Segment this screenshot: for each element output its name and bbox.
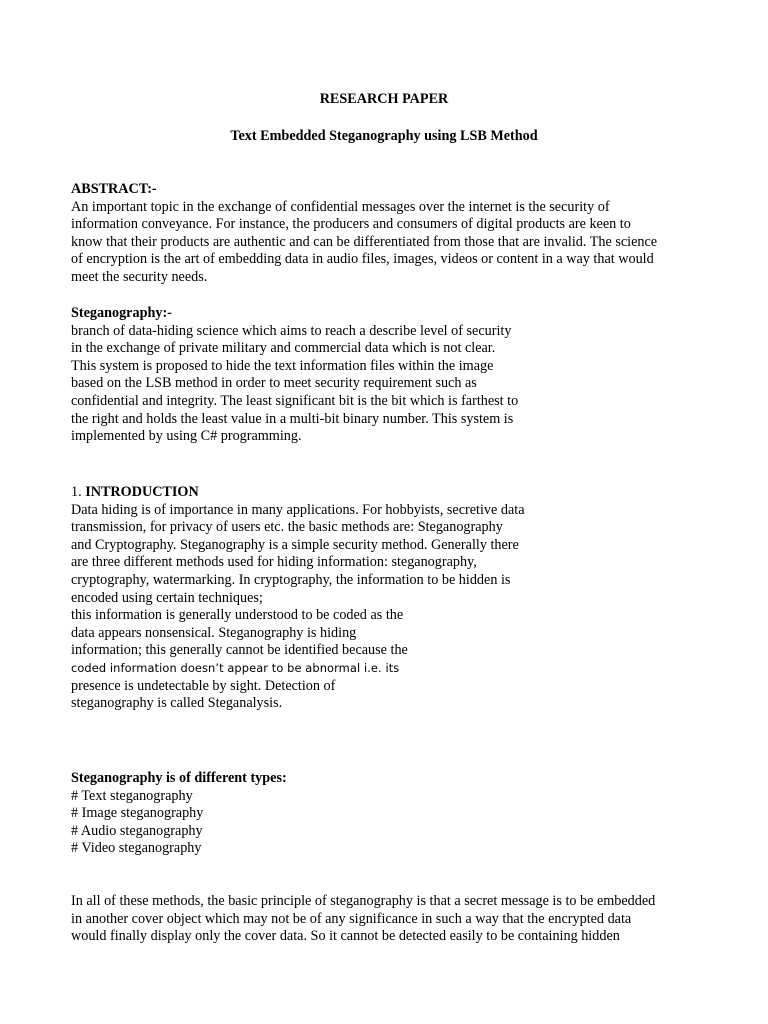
- abstract-heading: ABSTRACT:-: [71, 181, 157, 197]
- introduction-title: INTRODUCTION: [85, 484, 199, 500]
- introduction-line: steganography is called Steganalysis.: [71, 695, 283, 712]
- steganography-line: implemented by using C# programming.: [71, 428, 302, 445]
- introduction-line: Data hiding is of importance in many applications. For hobbyists, secretive data: [71, 501, 525, 518]
- introduction-heading: [71, 484, 525, 502]
- closing-paragraph: [71, 893, 655, 946]
- introduction-line: and Cryptography. Steganography is a simple security method. Generally there: [71, 536, 519, 553]
- steganography-line: branch of data-hiding science which aims to reach a describe level of security: [71, 322, 512, 339]
- steganography-line: in the exchange of private military and commercial data which is not clear.: [71, 340, 496, 357]
- introduction-line: cryptography, watermarking. In cryptography, the information to be hidden is: [71, 571, 511, 588]
- steganography-line: This system is proposed to hide the text information files within the image: [71, 357, 494, 374]
- types-list-item: # Image steganography: [71, 805, 204, 822]
- types-list-item: # Video steganography: [71, 840, 202, 857]
- introduction-line: are three different methods used for hiding information: steganography,: [71, 554, 477, 571]
- abstract-line: meet the security needs.: [71, 268, 208, 285]
- steganography-line: based on the LSB method in order to meet security requirement such as: [71, 375, 477, 392]
- steganography-line: confidential and integrity. The least significant bit is the bit which is farthest to: [71, 392, 519, 409]
- steganography-line: the right and holds the least value in a multi-bit binary number. This system is: [71, 410, 514, 427]
- introduction-section: [71, 484, 525, 713]
- abstract-line: know that their products are authentic and can be differentiated from those that are invalid. The science: [71, 233, 658, 250]
- introduction-line: this information is generally understood to be coded as the: [71, 607, 404, 624]
- document-label: RESEARCH PAPER: [319, 91, 449, 107]
- introduction-line: coded information doesn’t appear to be abnormal i.e. its: [71, 660, 400, 675]
- section-number: 1.: [71, 484, 82, 500]
- introduction-line: information; this generally cannot be identified because the: [71, 642, 408, 659]
- introduction-line: encoded using certain techniques;: [71, 589, 263, 606]
- steganography-heading: Steganography:-: [71, 305, 172, 321]
- abstract-line: information conveyance. For instance, the producers and consumers of digital products are keen to: [71, 216, 631, 233]
- introduction-line: data appears nonsensical. Steganography is hiding: [71, 624, 357, 641]
- closing-line: in another cover object which may not be of any significance in such a way that the encrypted data: [71, 910, 632, 927]
- introduction-line: presence is undetectable by sight. Detection of: [71, 677, 336, 694]
- types-list-item: # Text steganography: [71, 787, 193, 804]
- steganography-section: [71, 305, 518, 446]
- closing-line: would finally display only the cover data. So it cannot be detected easily to be containing hidden: [71, 928, 620, 945]
- abstract-line: An important topic in the exchange of confidential messages over the internet is the security of: [71, 198, 610, 215]
- types-list-item: # Audio steganography: [71, 822, 203, 839]
- abstract-section: [71, 181, 657, 287]
- abstract-line: of encryption is the art of embedding data in audio files, images, videos or content in a way that would: [71, 251, 654, 268]
- closing-line: In all of these methods, the basic principle of steganography is that a secret message is to be embedded: [71, 893, 656, 909]
- paper-title: Text Embedded Steganography using LSB Method: [230, 128, 538, 144]
- types-heading: Steganography is of different types:: [71, 770, 287, 786]
- types-section: [71, 770, 287, 858]
- introduction-line: transmission, for privacy of users etc. the basic methods are: Steganography: [71, 519, 503, 536]
